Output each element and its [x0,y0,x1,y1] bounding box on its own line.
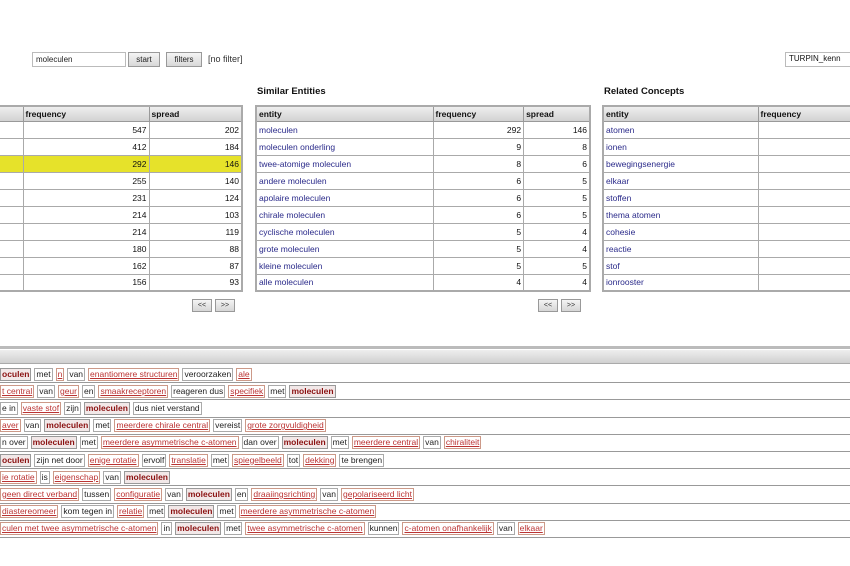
spread-cell: 6 [524,155,590,172]
spread-cell: 5 [524,257,590,274]
spread-cell: 119 [149,223,242,240]
entity-cell[interactable]: cohesie [603,223,758,240]
spread-cell: 4 [524,223,590,240]
spread-cell: 140 [149,172,242,189]
entity-cell[interactable]: kleine moleculen [256,257,433,274]
phrase-token[interactable]: aver [2,420,19,431]
phrase-token[interactable]: c-atomen onafhankelijk [404,523,492,534]
word-token: kom tegen in [63,506,113,517]
phrase-token[interactable]: chiraliteit [445,437,480,448]
search-input[interactable] [32,52,126,67]
table-row[interactable] [256,223,590,240]
frequency-cell: 8 [433,155,524,172]
entity-cell[interactable]: apolaire moleculen [256,189,433,206]
entity-cell[interactable]: alle moleculen [256,274,433,291]
frequency-cell: 4 [433,274,524,291]
word-token: met [226,523,241,534]
phrase-token[interactable]: smaakreceptoren [100,385,167,396]
phrase-token[interactable]: enantiomere structuren [90,368,178,379]
concordance-line [0,383,850,400]
spread-cell: 5 [524,206,590,223]
entity-cell[interactable]: ionen [603,138,758,155]
frequency-cell [758,189,850,206]
phrase-token[interactable]: specifiek [230,385,264,396]
table-row[interactable] [0,240,242,257]
phrase-token[interactable]: gepolariseerd licht [343,488,412,499]
word-token: van [25,420,40,431]
table-row[interactable] [0,138,242,155]
word-token: met [149,506,164,517]
table-row[interactable] [603,172,850,189]
entity-cell[interactable]: moleculen onderling [256,138,433,155]
keyword-token[interactable]: moleculen [187,488,230,499]
frequency-cell: 255 [23,172,149,189]
concordance-list [0,366,850,538]
entity-cell[interactable] [0,189,23,206]
table-row[interactable] [0,172,242,189]
frequency-cell [758,155,850,172]
spread-cell: 184 [149,138,242,155]
word-token: met [332,437,347,448]
keyword-token[interactable]: moleculen [32,437,75,448]
word-token: zijn [66,402,79,413]
keyword-token[interactable]: oculen [2,454,30,465]
table-row[interactable] [603,274,850,291]
spread-cell: 87 [149,257,242,274]
word-token: kunnen [369,523,398,534]
phrase-token[interactable]: geen direct verband [2,488,78,499]
concordance-line [0,469,850,486]
word-token: vereist [215,420,241,431]
similar-entities-table [255,105,591,292]
similar-entities-title: Similar Entities [257,86,326,97]
word-token: in [163,523,171,534]
frequency-cell: 6 [433,189,524,206]
phrase-token[interactable]: geur [59,385,77,396]
table-row[interactable] [603,223,850,240]
word-token: van [105,471,119,482]
next-page-button[interactable]: >> [215,299,235,312]
frequency-cell: 6 [433,172,524,189]
word-token: van [322,488,336,499]
frequency-cell: 412 [23,138,149,155]
column-header-frequency[interactable]: frequency [758,106,850,121]
toolbar [0,52,850,70]
phrase-token[interactable]: translatie [171,454,206,465]
keyword-token[interactable]: moleculen [283,437,326,448]
table-row[interactable] [603,138,850,155]
frequency-cell: 547 [23,121,149,138]
word-token: met [81,437,96,448]
entity-cell[interactable]: stof [603,257,758,274]
keyword-token[interactable]: moleculen [170,506,213,517]
table-row[interactable] [0,189,242,206]
table-row[interactable] [0,257,242,274]
table-row[interactable] [0,274,242,291]
column-header-entity[interactable]: entity [256,106,433,121]
frequency-cell [758,223,850,240]
frequency-cell [758,206,850,223]
phrase-token[interactable]: dekking [305,454,335,465]
word-token: e in [2,402,16,413]
table-row[interactable] [256,257,590,274]
frequency-cell: 214 [23,223,149,240]
table-row[interactable] [0,155,242,172]
column-header-frequency[interactable]: frequency [433,106,524,121]
frequency-cell: 156 [23,274,149,291]
table-row[interactable] [256,206,590,223]
entity-cell[interactable] [0,138,23,155]
frequency-cell: 231 [23,189,149,206]
frequency-cell: 9 [433,138,524,155]
table-row[interactable] [603,121,850,138]
entity-cell[interactable] [0,206,23,223]
word-token: reageren dus [173,385,224,396]
phrase-token[interactable]: draaiingsrichting [253,488,316,499]
word-token: en [83,385,94,396]
frequency-cell [758,121,850,138]
prev-page-button[interactable]: << [192,299,212,312]
table-row[interactable] [256,189,590,206]
frequency-cell [758,172,850,189]
entity-cell[interactable]: stoffen [603,189,758,206]
frequency-cell: 5 [433,223,524,240]
word-token: met [95,420,110,431]
column-header-entity[interactable] [0,106,23,121]
spread-cell: 4 [524,240,590,257]
table-row[interactable] [256,240,590,257]
concordance-line [0,400,850,417]
table-row[interactable] [603,155,850,172]
phrase-token[interactable]: twee asymmetrische c-atomen [247,523,363,534]
entity-cell[interactable]: elkaar [603,172,758,189]
related-concepts-title: Related Concepts [604,86,685,97]
entity-cell[interactable]: ionrooster [603,274,758,291]
table-row[interactable] [603,240,850,257]
phrase-token[interactable]: spiegelbeeld [233,454,282,465]
table-row[interactable] [0,223,242,240]
prev-page-button[interactable]: << [538,299,558,312]
entity-cell[interactable] [0,240,23,257]
entity-cell[interactable] [0,223,23,240]
column-header-spread[interactable]: spread [149,106,242,121]
word-token: en [236,488,247,499]
table-row[interactable] [256,172,590,189]
entity-cell[interactable] [0,172,23,189]
phrase-token[interactable]: diastereomeer [2,506,57,517]
entity-cell[interactable] [0,155,23,172]
entity-cell[interactable] [0,274,23,291]
table-row[interactable] [256,138,590,155]
phrase-token[interactable]: configuratie [116,488,161,499]
entity-cell[interactable]: cyclische moleculen [256,223,433,240]
entity-cell[interactable]: twee-atomige moleculen [256,155,433,172]
next-page-button[interactable]: >> [561,299,581,312]
column-header-entity[interactable]: entity [603,106,758,121]
frequency-cell: 162 [23,257,149,274]
phrase-token[interactable]: t central [2,385,33,396]
word-token: tussen [84,488,110,499]
keyword-token[interactable]: oculen [2,368,30,379]
spread-cell: 103 [149,206,242,223]
phrase-token[interactable]: n [57,368,63,379]
concordance-line [0,486,850,503]
related-concepts-table [602,105,850,292]
spread-cell: 8 [524,138,590,155]
frequency-cell: 180 [23,240,149,257]
phrase-token[interactable]: ale [238,368,250,379]
entity-cell[interactable] [0,121,23,138]
phrase-token[interactable]: meerdere asymmetrische c-atomen [102,437,237,448]
phrase-token[interactable]: meerdere asymmetrische c-atomen [240,506,375,517]
phrase-token[interactable]: vaste stof [22,402,60,413]
phrase-token[interactable]: eigenschap [54,471,99,482]
frequency-cell: 292 [433,121,524,138]
table-row[interactable] [603,206,850,223]
keyword-token[interactable]: moleculen [125,471,168,482]
word-token: met [270,385,285,396]
word-token: n over [2,437,26,448]
word-token: van [425,437,439,448]
concordance-line [0,435,850,452]
word-token: is [41,471,48,482]
concordance-header [0,350,850,364]
spread-cell: 5 [524,172,590,189]
splitter[interactable] [0,346,850,349]
word-token: met [219,506,234,517]
keyword-token[interactable]: moleculen [291,385,334,396]
entity-cell[interactable]: moleculen [256,121,433,138]
concordance-line [0,366,850,383]
entity-cell[interactable]: bewegingsenergie [603,155,758,172]
frequency-cell: 5 [433,240,524,257]
entity-cell[interactable]: chirale moleculen [256,206,433,223]
spread-cell: 4 [524,274,590,291]
phrase-token[interactable]: ie rotatie [2,471,35,482]
table-row[interactable] [603,257,850,274]
frequency-cell: 214 [23,206,149,223]
table-row[interactable] [256,155,590,172]
word-token: met [212,454,227,465]
concordance-line [0,452,850,469]
word-token: van [167,488,181,499]
phrase-token[interactable]: culen met twee asymmetrische c-atomen [2,523,157,534]
table-row[interactable] [0,121,242,138]
frequency-cell [758,138,850,155]
phrase-token[interactable]: elkaar [519,523,543,534]
spread-cell: 146 [524,121,590,138]
table-row[interactable] [256,121,590,138]
word-token: van [498,523,513,534]
frequency-cell [758,257,850,274]
spread-cell: 124 [149,189,242,206]
word-token: ervolf [143,454,165,465]
frequency-cell: 6 [433,206,524,223]
filter-status: [no filter] [208,54,243,64]
spread-cell: 5 [524,189,590,206]
spread-cell: 146 [149,155,242,172]
phrase-token[interactable]: meerdere chirale central [116,420,209,431]
table-row[interactable] [0,206,242,223]
keyword-token[interactable]: moleculen [46,420,89,431]
word-token: van [39,385,53,396]
word-token: tot [288,454,299,465]
spread-cell: 88 [149,240,242,257]
word-token: veroorzaken [184,368,232,379]
word-token: te brengen [341,454,383,465]
frequency-cell: 292 [23,155,149,172]
word-token: zijn net door [36,454,83,465]
entity-cell[interactable]: atomen [603,121,758,138]
entity-cell[interactable]: reactie [603,240,758,257]
frequency-cell [758,240,850,257]
table-row[interactable] [603,189,850,206]
frequency-cell: 5 [433,257,524,274]
corpus-select[interactable]: TURPIN_kenn [785,52,850,67]
keyword-token[interactable]: moleculen [177,523,220,534]
entities-table [0,105,243,292]
entity-cell[interactable]: andere moleculen [256,172,433,189]
table-row[interactable] [256,274,590,291]
similar-entities-pager [538,299,584,312]
entity-cell[interactable]: thema atomen [603,206,758,223]
column-header-frequency[interactable]: frequency [23,106,149,121]
frequency-cell [758,274,850,291]
concordance-line [0,504,850,521]
entity-cell[interactable]: grote moleculen [256,240,433,257]
column-header-spread[interactable]: spread [524,106,590,121]
phrase-token[interactable]: grote zorgvuldigheid [247,420,324,431]
spread-cell: 202 [149,121,242,138]
word-token: dus niet verstand [134,402,200,413]
concordance-line [0,418,850,435]
spread-cell: 93 [149,274,242,291]
start-button[interactable]: start [128,52,160,67]
keyword-token[interactable]: moleculen [85,402,128,413]
word-token: dan over [243,437,277,448]
word-token: met [36,368,51,379]
word-token: van [69,368,84,379]
phrase-token[interactable]: relatie [119,506,143,517]
phrase-token[interactable]: enige rotatie [89,454,137,465]
phrase-token[interactable]: meerdere central [353,437,419,448]
entity-cell[interactable] [0,257,23,274]
entities-pager [192,299,238,312]
filters-button[interactable]: filters [166,52,202,67]
concordance-line [0,521,850,538]
